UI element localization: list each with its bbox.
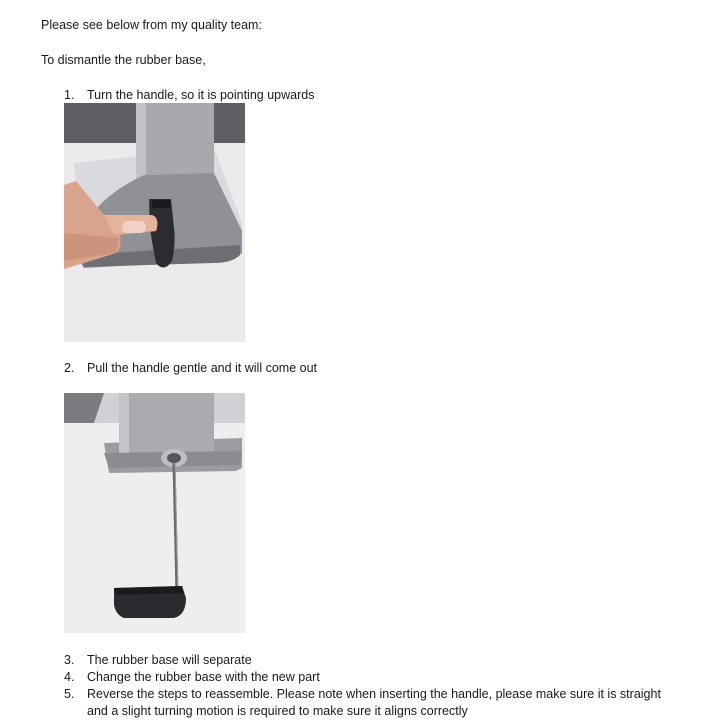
step-5-text: Reverse the steps to reassemble. Please note when inserting the handle, please make sure it is straight (87, 687, 661, 701)
step-3-text: The rubber base will separate (87, 653, 252, 667)
step-2-number: 2. (64, 361, 75, 375)
step-3-number: 3. (64, 653, 75, 667)
photo-handle-upwards (64, 103, 245, 342)
step-4-text: Change the rubber base with the new part (87, 670, 320, 684)
step-2-text: Pull the handle gentle and it will come out (87, 361, 318, 375)
step-1-text: Turn the handle, so it is pointing upwards (87, 88, 315, 102)
intro-text: Please see below from my quality team: (41, 18, 262, 32)
step-4-number: 4. (64, 670, 75, 684)
step-1-number: 1. (64, 88, 75, 102)
step-5-number: 5. (64, 687, 75, 701)
step-5-text-continued: and a slight turning motion is required to make sure it aligns correctly (87, 704, 468, 718)
subheading-text: To dismantle the rubber base, (41, 53, 206, 67)
photo-handle-pulled-out (64, 393, 245, 633)
